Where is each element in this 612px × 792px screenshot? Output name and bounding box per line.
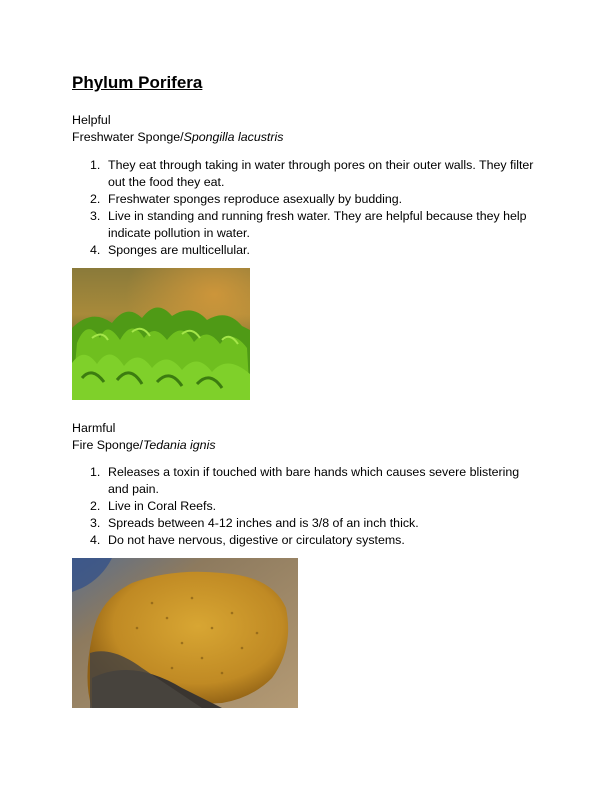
list-number: 3. [90,209,101,223]
page-title: Phylum Porifera [72,73,203,92]
harmful-scientific-name: Tedania ignis [142,438,216,452]
list-number: 2. [90,192,101,206]
harmful-heading: Harmful [72,421,116,435]
list-item [72,191,542,208]
list-number: 4. [90,533,101,547]
list-number: 1. [90,465,101,479]
list-item [72,157,542,191]
list-number: 1. [90,158,101,172]
list-text: Spreads between 4-12 inches and is 3/8 of an inch thick. [108,516,419,530]
list-item [72,515,542,532]
harmful-common-name: Fire Sponge/ [72,438,143,452]
fire-sponge-image [72,558,298,708]
list-text: Live in Coral Reefs. [108,499,217,513]
helpful-section-header [72,112,542,146]
harmful-facts-list [72,464,542,549]
helpful-species-line [72,130,283,144]
helpful-common-name: Freshwater Sponge/ [72,130,184,144]
harmful-species-line [72,438,216,452]
list-item [72,242,542,259]
list-text: Releases a toxin if touched with bare hands which causes severe blistering and pain. [108,465,520,496]
list-text: Sponges are multicellular. [108,243,250,257]
freshwater-sponge-photo [72,268,250,400]
list-item [72,208,542,242]
list-number: 4. [90,243,101,257]
helpful-heading: Helpful [72,113,111,127]
list-number: 3. [90,516,101,530]
harmful-section-header [72,420,542,454]
list-text: Live in standing and running fresh water. They are helpful because they help indicate pollution in water. [108,209,527,240]
sponge-body [87,572,288,708]
freshwater-sponge-image [72,268,250,400]
list-text: Do not have nervous, digestive or circulatory systems. [108,533,405,547]
helpful-scientific-name: Spongilla lacustris [183,130,284,144]
list-item [72,532,542,549]
sponge-mass [72,307,250,400]
helpful-facts-list [72,157,542,259]
list-text: Freshwater sponges reproduce asexually by budding. [108,192,403,206]
list-item [72,498,542,515]
list-number: 2. [90,499,101,513]
fire-sponge-photo [72,558,298,708]
list-text: They eat through taking in water through pores on their outer walls. They filter out the food they eat. [108,158,534,189]
list-item [72,464,542,498]
